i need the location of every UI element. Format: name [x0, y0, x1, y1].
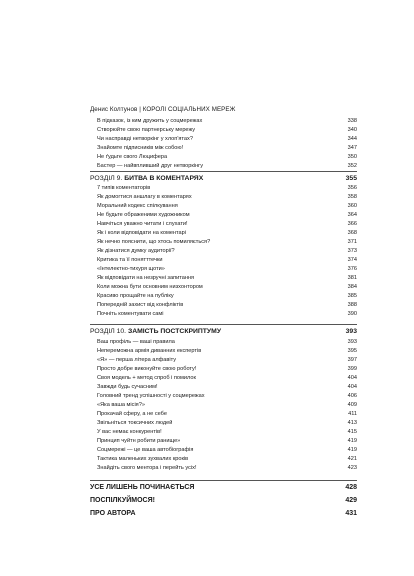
toc-entry-title: Принцип чуйтн робити ранище»	[97, 438, 181, 444]
toc-entry-page: 381	[347, 275, 357, 281]
toc-endsection	[90, 483, 357, 493]
toc-entry-title: «Інтелектно-тихуря щоти»	[97, 266, 165, 272]
section-title: ЗАМІСТЬ ПОСТСКРИПТУМУ	[127, 328, 222, 335]
toc-entry	[97, 144, 357, 153]
toc-entry	[97, 365, 357, 374]
section-title: БИТВА В КОМЕНТАРЯХ	[124, 175, 204, 182]
toc-section-title	[90, 327, 221, 337]
toc-entry	[97, 464, 357, 473]
toc-entry-page: 338	[347, 118, 357, 124]
section-divider	[90, 480, 357, 481]
toc-entry-title: Не ґудьте свого Люцифера	[97, 154, 168, 160]
toc-entry-title: Як домогтися аншлагу в коментарях	[97, 194, 192, 200]
toc-entry-title: Тактика маленьких зухвалих кроків	[97, 456, 189, 462]
toc-section-page: 393	[345, 328, 357, 335]
toc-entry	[97, 193, 357, 202]
toc-entry-page: 360	[347, 203, 357, 209]
toc-entry-page: 399	[347, 366, 357, 372]
toc-entry-page: 344	[347, 136, 357, 142]
toc-entry-title: Чи насправді нетворкінг у хлоп'ятах?	[97, 136, 193, 142]
toc-entry-title: Прокачай сферу, а не себе	[97, 411, 167, 417]
toc-entry	[97, 347, 357, 356]
toc-entry-title: Знайдіть свого ментора і перейть усіх!	[97, 465, 197, 471]
toc-entry-page: 415	[347, 429, 357, 435]
toc-entry-title: Своя модель + метод спроб і помилок	[97, 375, 196, 381]
toc-entry	[97, 247, 357, 256]
toc-entry	[97, 117, 357, 126]
toc-entry-page: 404	[347, 375, 357, 381]
toc-entry-page: 406	[347, 393, 357, 399]
toc-entry	[97, 383, 357, 392]
section-divider	[90, 171, 357, 172]
toc-entry	[97, 401, 357, 410]
toc-entry-page: 411	[348, 411, 357, 417]
toc-entry	[97, 265, 357, 274]
toc-entry-title: Головний тренд успішності у соцмережах	[97, 393, 205, 399]
toc-entry-title: В підказок, із ким дружить у соцмережах	[97, 118, 203, 124]
toc-entry	[97, 446, 357, 455]
toc-entry-page: 393	[347, 339, 357, 345]
toc-endsection-page: 431	[345, 510, 357, 517]
toc-endsection	[90, 509, 357, 519]
toc-entry-title: Моральний кодекс спілкування	[97, 203, 178, 209]
toc-entry-page: 409	[347, 402, 357, 408]
toc-entry	[97, 153, 357, 162]
toc-endsection	[90, 496, 357, 506]
toc-entry-page: 423	[347, 465, 357, 471]
toc-entry-page: 404	[347, 384, 357, 390]
toc-entry-title: Просто добре виконуйте свою роботу!	[97, 366, 197, 372]
toc-entry-page: 376	[347, 266, 357, 272]
toc-entry-title: Завжди будь сучасним!	[97, 384, 158, 390]
toc-entry	[97, 162, 357, 171]
toc-entry-title: «Я» — перша літера алфавіту	[97, 357, 176, 363]
toc-entry	[97, 310, 357, 319]
toc-entry-title: Почніть коментувати самі	[97, 311, 164, 317]
section-divider	[90, 324, 357, 325]
toc-section-title	[90, 174, 203, 184]
toc-entry	[97, 338, 357, 347]
toc-entry-title: 7 типів коментаторів	[97, 185, 151, 191]
toc-entry	[97, 301, 357, 310]
toc-entry-title: Соцмережі — це ваша автобіографія	[97, 447, 194, 453]
toc-entry-page: 421	[347, 456, 357, 462]
toc-entry	[97, 274, 357, 283]
toc-entry	[97, 455, 357, 464]
toc-entry-page: 395	[347, 348, 357, 354]
toc-entry-page: 352	[347, 163, 357, 169]
toc-entry	[97, 374, 357, 383]
toc-entry	[97, 410, 357, 419]
toc-entry-title: Ваш профіль — ваші правила	[97, 339, 175, 345]
toc-entry-title: У вас немає конкурентів!	[97, 429, 162, 435]
toc-entry-page: 373	[347, 248, 357, 254]
toc-entry	[97, 126, 357, 135]
toc-entry	[97, 283, 357, 292]
toc-endsection-title: ПОСПІЛКУЙМОСЯ!	[90, 497, 155, 504]
toc-entry-title: Не будьте ображеними художником	[97, 212, 190, 218]
toc-entry	[97, 211, 357, 220]
toc-entry-page: 397	[347, 357, 357, 363]
toc-entry	[97, 135, 357, 144]
toc-section-9	[90, 174, 357, 184]
toc-entry	[97, 419, 357, 428]
section-prefix: РОЗДІЛ 10.	[90, 328, 128, 335]
toc-entry-page: 350	[347, 154, 357, 160]
toc-entry-page: 368	[347, 230, 357, 236]
toc-entry-title: Створюйте свою партнерську мережу	[97, 127, 196, 133]
toc-entry	[97, 202, 357, 211]
toc-entry-page: 390	[347, 311, 357, 317]
toc-entry	[97, 256, 357, 265]
toc-entry-title: Знайомте підписників між собою!	[97, 145, 184, 151]
toc-entry-title: Як відповідати на незручні запитання	[97, 275, 195, 281]
toc-entry-page: 384	[347, 284, 357, 290]
toc-section-10	[90, 327, 357, 337]
section-prefix: РОЗДІЛ 9.	[90, 175, 125, 182]
toc-entry-page: 371	[347, 239, 357, 245]
toc-entry-page: 358	[347, 194, 357, 200]
toc-entry	[97, 437, 357, 446]
toc-entry-page: 388	[347, 302, 357, 308]
toc-entry	[97, 184, 357, 193]
toc-entry-title: Звільніться токсичних людей	[97, 420, 173, 426]
toc-entry-title: «Яка ваша місія?»	[97, 402, 145, 408]
toc-endsection-page: 428	[345, 484, 357, 491]
toc-entry-page: 385	[347, 293, 357, 299]
toc-entry-title: Як нечно пояснити, що хтось помиляється?	[97, 239, 211, 245]
toc-entry	[97, 428, 357, 437]
running-header: Денис Колтунов | КОРОЛІ СОЦІАЛЬНИХ МЕРЕЖ	[90, 106, 236, 113]
toc-entry-page: 340	[347, 127, 357, 133]
toc-endsection-page: 429	[345, 497, 357, 504]
toc-entry-page: 364	[347, 212, 357, 218]
toc-entry	[97, 392, 357, 401]
toc-entry-page: 366	[347, 221, 357, 227]
toc-entry	[97, 356, 357, 365]
toc-entry-title: Навчіться уважно читати і слухати!	[97, 221, 188, 227]
toc-entry-page: 374	[347, 257, 357, 263]
toc-section-page: 355	[345, 175, 357, 182]
toc-entry-title: Критика та її понятттечки	[97, 257, 163, 263]
toc-entry-title: Як дізнатися думку аудиторії?	[97, 248, 175, 254]
toc-entry-title: Коли можна бути основним низхонтором	[97, 284, 203, 290]
toc-entry-page: 356	[347, 185, 357, 191]
toc-entry	[97, 292, 357, 301]
toc-entry	[97, 229, 357, 238]
toc-entry-title: Попередній захист від конфліктів	[97, 302, 184, 308]
toc-entry	[97, 220, 357, 229]
toc-entry	[97, 238, 357, 247]
toc-endsection-title: ПРО АВТОРА	[90, 510, 136, 517]
toc-entry-page: 419	[347, 447, 357, 453]
toc-entry-title: Непереможна армія диванних експертів	[97, 348, 202, 354]
toc-entry-page: 347	[347, 145, 357, 151]
toc-entry-page: 413	[347, 420, 357, 426]
toc-entry-page: 419	[347, 438, 357, 444]
toc-entry-title: Бастер — найвпливший друг нетворкінгу	[97, 163, 204, 169]
toc-endsection-title: УСЕ ЛИШЕНЬ ПОЧИНАЄТЬСЯ	[90, 484, 195, 491]
toc-entry-title: Красиво прощайте на публіку	[97, 293, 174, 299]
toc-entry-title: Як і коли відповідати на коментарі	[97, 230, 186, 236]
